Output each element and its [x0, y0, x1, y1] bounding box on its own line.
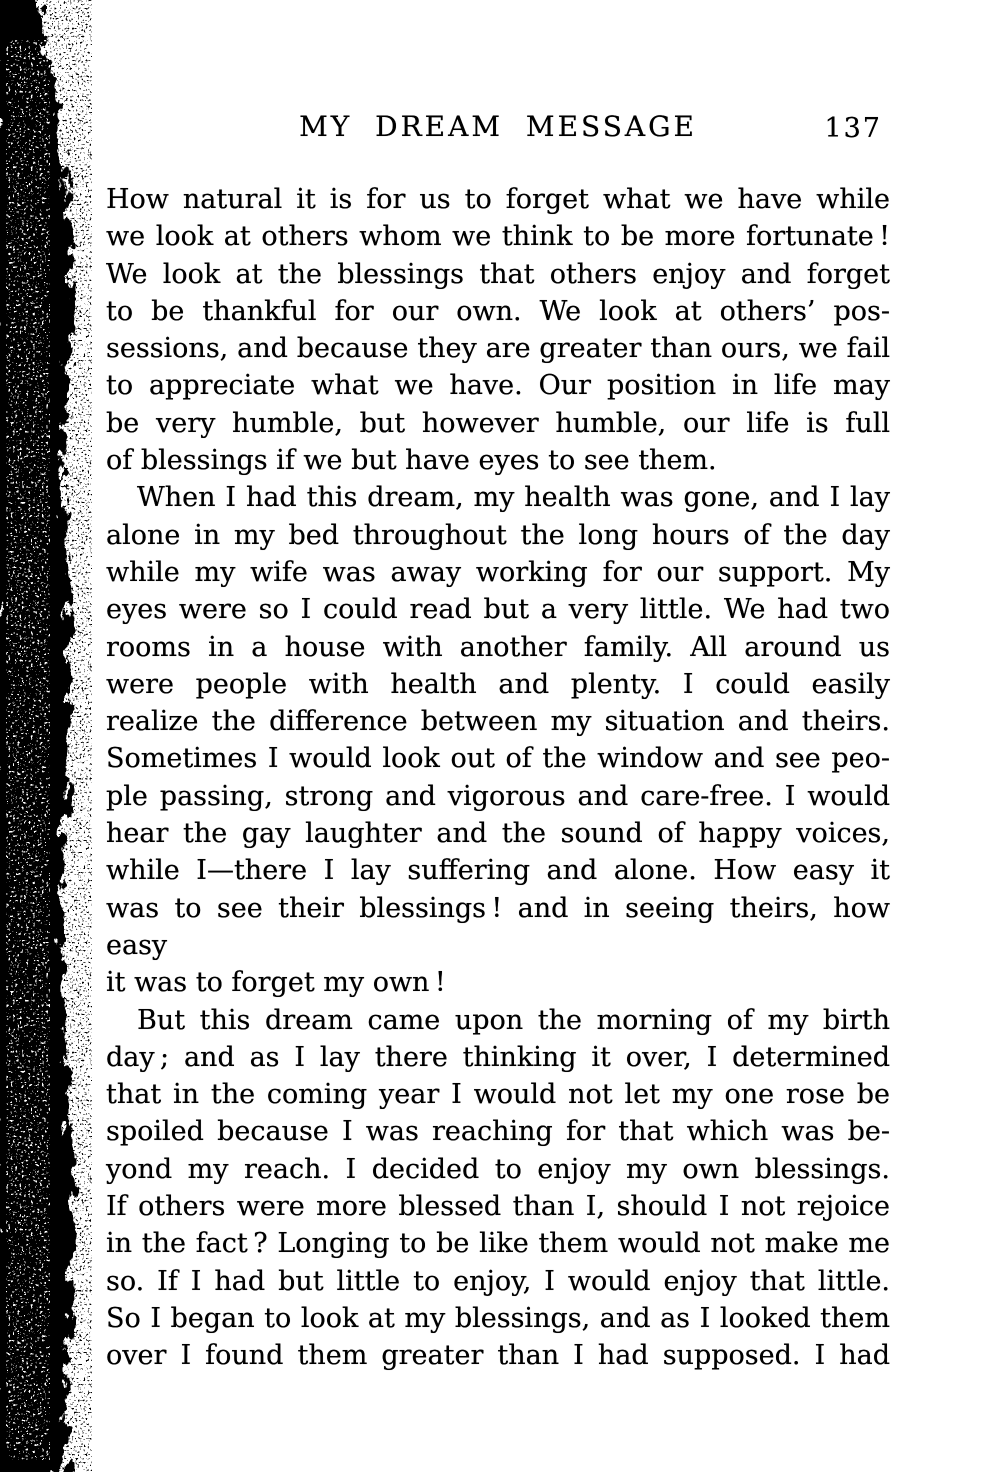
text-line: of blessings if we but have eyes to see them. — [106, 445, 717, 477]
text-line: yond my reach. I decided to enjoy my own blessings. — [106, 1153, 890, 1185]
text-line: Sometimes I would look out of the window and see peo- — [106, 743, 890, 775]
text-line: while my wife was away working for our support. My — [106, 556, 890, 588]
text-line: alone in my bed throughout the long hours of the day — [106, 519, 890, 551]
text-line: realize the difference between my situation and theirs. — [106, 706, 890, 738]
text-line: eyes were so I could read but a very little. We had two — [106, 594, 890, 626]
page-body — [106, 181, 890, 1375]
text-line: When I had this dream, my health was gone, and I lay — [137, 482, 890, 514]
text-line: to be thankful for our own. We look at others’ pos- — [106, 295, 890, 327]
text-line: spoiled because I was reaching for that which was be- — [106, 1116, 890, 1148]
text-line: in the fact ? Longing to be like them would not make me — [106, 1228, 890, 1260]
text-line: How natural it is for us to forget what we have while — [106, 184, 890, 215]
text-line: so. If I had but little to enjoy, I would enjoy that little. — [106, 1265, 890, 1297]
text-line: hear the gay laughter and the sound of happy voices, — [106, 818, 890, 850]
text-line: to appreciate what we have. Our position in life may — [106, 370, 890, 402]
text-line: rooms in a house with another family. All around us — [106, 631, 890, 663]
text-line: But this dream came upon the morning of my birth — [137, 1004, 890, 1036]
text-line: it was to forget my own ! — [106, 967, 446, 999]
text-line: If others were more blessed than I, should I not rejoice — [106, 1191, 890, 1223]
page-number: 137 — [824, 113, 882, 144]
text-line: We look at the blessings that others enjoy and forget — [106, 258, 890, 290]
scan-gutter-noise — [0, 0, 110, 1472]
text-line: over I found them greater than I had supposed. I had — [106, 1340, 890, 1372]
text-line: So I began to look at my blessings, and as I looked them — [106, 1302, 890, 1334]
text-line: we look at others whom we think to be more fortunate ! — [106, 221, 890, 253]
text-line: day ; and as I lay there thinking it over, I determined — [106, 1041, 890, 1073]
text-line: were people with health and plenty. I could easily — [106, 668, 890, 700]
text-line: was to see their blessings ! and in seeing theirs, how easy — [106, 892, 890, 961]
text-line: while I—there I lay suffering and alone. How easy it — [106, 855, 890, 887]
text-line: be very humble, but however humble, our life is full — [106, 407, 890, 439]
text-line: sessions, and because they are greater than ours, we fail — [106, 333, 890, 365]
page-title: MY DREAM MESSAGE — [299, 110, 697, 143]
running-header — [106, 110, 890, 150]
text-line: that in the coming year I would not let my one rose be — [106, 1079, 890, 1111]
text-line: ple passing, strong and vigorous and care-free. I would — [106, 780, 890, 812]
